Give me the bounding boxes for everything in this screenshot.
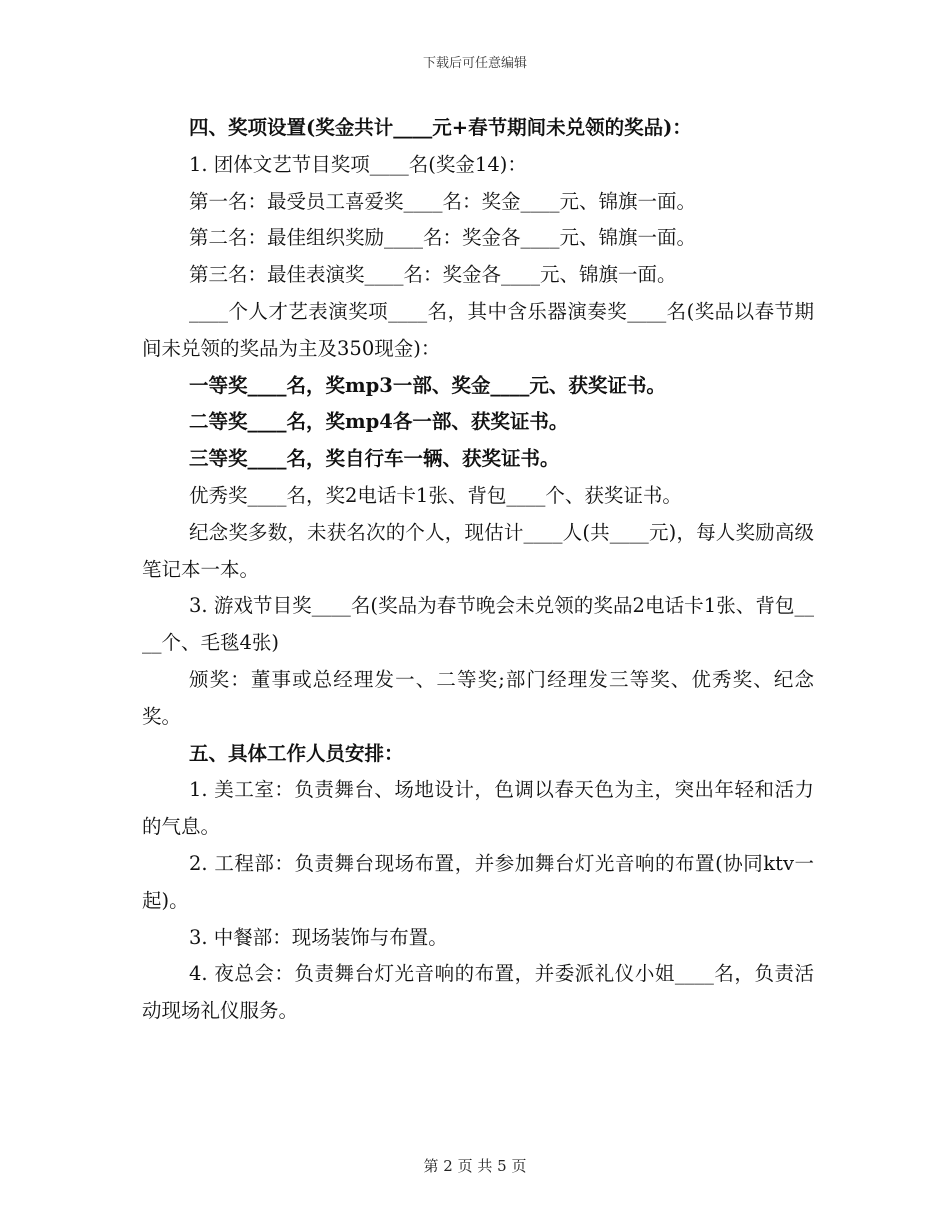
paragraph-commemorative-prize: 纪念奖多数，未获名次的个人，现估计____人(共____元)，每人奖励高级笔记本一本。 [142,520,814,581]
section-heading-awards: 四、奖项设置(奖金共计____元+春节期间未兑领的奖品)： [189,116,692,139]
paragraph-chinese-restaurant: 3. 中餐部：现场装饰与布置。 [189,925,448,949]
paragraph-third-prize: 三等奖____名，奖自行车一辆、获奖证书。 [189,447,560,471]
paragraph-game-award: 3. 游戏节目奖____名(奖品为春节晚会未兑领的奖品2电话卡1张、背包____个、毛毯4张) [142,594,814,655]
paragraph-excellence-prize: 优秀奖____名，奖2电话卡1张、背包____个、获奖证书。 [189,483,682,507]
paragraph-first-place: 第一名：最受员工喜爱奖____名：奖金____元、锦旗一面。 [189,189,697,213]
paragraph-presentation: 颁奖：董事或总经理发一、二等奖;部门经理发三等奖、优秀奖、纪念奖。 [142,667,814,728]
document-body [142,110,814,1030]
paragraph-first-prize: 一等奖____名，奖mp3一部、奖金____元、获奖证书。 [189,373,666,397]
paragraph-second-prize: 二等奖____名，奖mp4各一部、获奖证书。 [189,410,569,434]
page-header: 下载后可任意编辑 [422,56,527,71]
paragraph-second-place: 第二名：最佳组织奖励____名：奖金各____元、锦旗一面。 [189,226,697,250]
paragraph-individual-award: ____个人才艺表演奖项____名，其中含乐器演奏奖____名(奖品以春节期间未兑领的奖品为主及350现金)： [142,299,814,360]
page-footer: 第 2 页 共 5 页 [423,1157,527,1175]
section-heading-staff: 五、具体工作人员安排： [189,741,404,765]
paragraph-third-place: 第三名：最佳表演奖____名：奖金各____元、锦旗一面。 [189,263,677,287]
paragraph-nightclub: 4. 夜总会：负责舞台灯光音响的布置，并委派礼仪小姐____名，负责活动现场礼仪服务。 [142,962,814,1023]
paragraph-engineering: 2. 工程部：负责舞台现场布置，并参加舞台灯光音响的布置(协同ktv一起)。 [142,851,814,912]
paragraph-group-award: 1. 团体文艺节目奖项____名(奖金14)： [189,152,527,176]
paragraph-art-room: 1. 美工室：负责舞台、场地设计，色调以春天色为主，突出年轻和活力的气息。 [142,778,814,839]
